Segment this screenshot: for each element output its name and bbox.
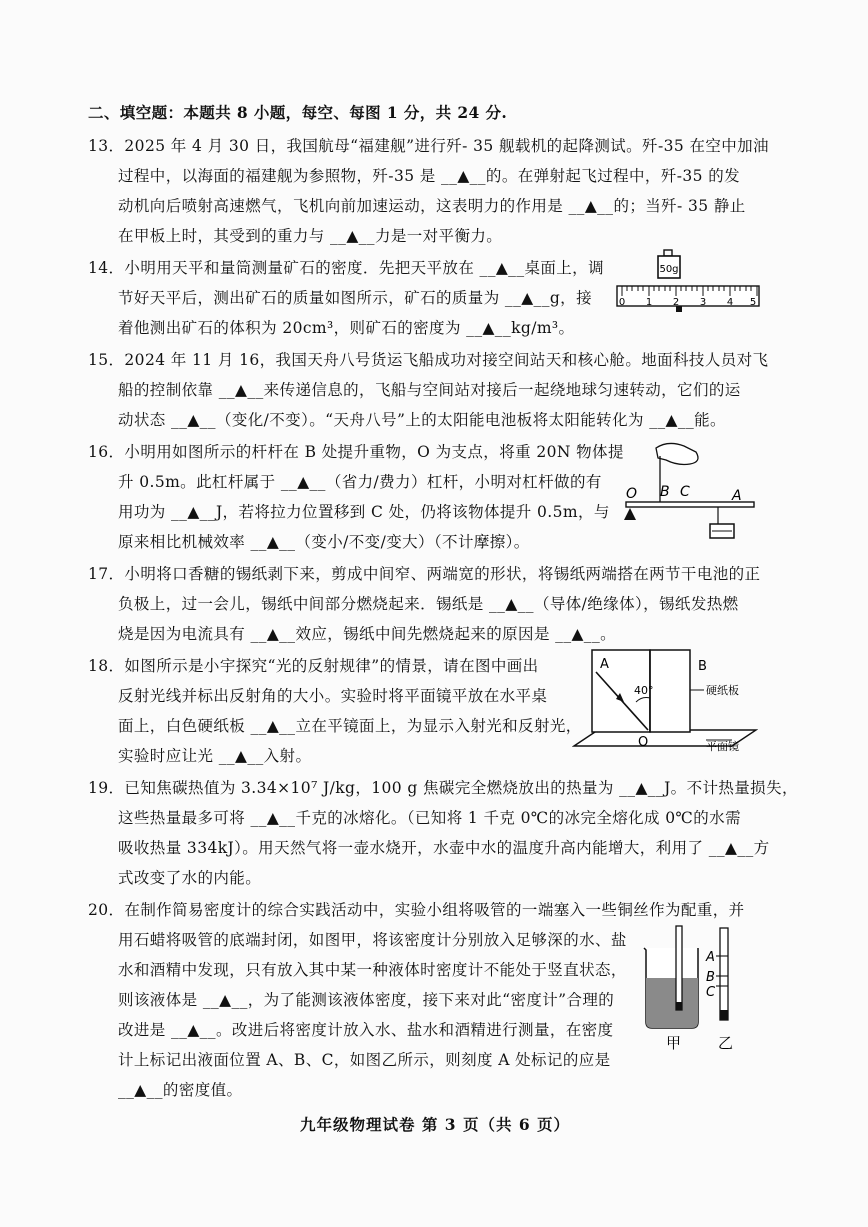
balance-weight-figure <box>612 244 762 324</box>
q20-line-7: __▲__的密度值。 <box>118 1081 243 1099</box>
q17-line-1: 17．小明将口香糖的锡纸剥下来，剪成中间窄、两端宽的形状，将锡纸两端搭在两节干电池的正 <box>88 565 761 583</box>
q19-line-3: 吸收热量 334kJ）。用天然气将一壶水烧开，水壶中水的温度升高内能增大，利用了 __▲__方 <box>118 839 770 857</box>
scale-tick-label: 0 <box>618 297 626 308</box>
q18-line-2: 反射光线并标出反射角的大小。实验时将平面镜平放在水平桌 <box>118 687 548 705</box>
scale-tick-label: 4 <box>726 297 734 308</box>
q20-line-4: 则该液体是 __▲__，为了能测该液体密度，接下来对此“密度计”合理的 <box>118 991 615 1009</box>
q18-line-3: 面上，白色硬纸板 __▲__立在平镜面上，为显示入射光和反射光， <box>118 717 582 735</box>
q18-line-4: 实验时应让光 __▲__入射。 <box>118 747 312 765</box>
q15-line-2: 船的控制依靠 __▲__来传递信息的，飞船与空间站对接后一起绕地球匀速转动，它们的运 <box>118 381 741 399</box>
scale-tick-label: 3 <box>699 297 707 308</box>
q19-line-2: 这些热量最多可将 __▲__千克的冰熔化。（已知将 1 千克 0℃的冰完全熔化成 0℃的水需 <box>118 809 741 827</box>
density-meter-figure <box>630 920 760 1052</box>
board-label: 硬纸板 <box>706 684 739 697</box>
page-footer: 九年级物理试卷 第 3 页（共 6 页） <box>300 1115 571 1134</box>
label-b: B <box>660 484 670 500</box>
q20-line-6: 计上标记出液面位置 A、B、C，如图乙所示，则刻度 A 处标记的应是 <box>118 1051 611 1069</box>
label-a: A <box>600 657 609 672</box>
label-a: A <box>706 950 715 965</box>
section-title: 二、填空题：本题共 8 小题，每空、每图 1 分，共 24 分. <box>88 103 508 122</box>
weight-label: 50g <box>659 264 679 275</box>
q16-line-4: 原来相比机械效率 __▲__（变小/不变/变大）（不计摩擦）。 <box>118 533 530 551</box>
q20-line-2: 用石蜡将吸管的底端封闭，如图甲，将该密度计分别放入足够深的水、盐 <box>118 931 627 949</box>
light-reflection-figure <box>572 646 758 752</box>
label-c: C <box>706 985 716 1000</box>
label-c: C <box>680 484 690 500</box>
label-yi: 乙 <box>718 1034 734 1052</box>
label-a: A <box>732 488 742 504</box>
q13-line-4: 在甲板上时，其受到的重力与 __▲__力是一对平衡力。 <box>118 227 503 245</box>
mirror-label: 平面镜 <box>706 740 739 752</box>
q18-line-1: 18．如图所示是小宇探究“光的反射规律”的情景，请在图中画出 <box>88 657 539 675</box>
scale-tick-label: 2 <box>672 297 680 308</box>
scale-tick-label: 1 <box>645 297 653 308</box>
q14-line-3: 着他测出矿石的体积为 20cm³，则矿石的密度为 __▲__kg/m³。 <box>118 319 575 337</box>
q20-line-5: 改进是 __▲__。改进后将密度计放入水、盐水和酒精进行测量，在密度 <box>118 1021 614 1039</box>
label-b: B <box>698 659 707 674</box>
q15-line-3: 动状态 __▲__（变化/不变）。“天舟八号”上的太阳能电池板将太阳能转化为 __▲__能。 <box>118 411 726 429</box>
q17-line-3: 烧是因为电流具有 __▲__效应，锡纸中间先燃烧起来的原因是 __▲__。 <box>118 625 616 643</box>
label-o: O <box>626 486 638 502</box>
q15-line-1: 15．2024 年 11 月 16，我国天舟八号货运飞船成功对接空间站天和核心舱。地面科技人员对飞 <box>88 351 769 369</box>
label-jia: 甲 <box>666 1034 682 1052</box>
lever-figure <box>618 438 768 548</box>
label-o: O <box>638 735 649 750</box>
q16-line-1: 16．小明用如图所示的杆杆在 B 处提升重物，O 为支点，将重 20N 物体提 <box>88 443 624 461</box>
q17-line-2: 负极上，过一会儿，锡纸中间部分燃烧起来．锡纸是 __▲__（导体/绝缘体），锡纸发热燃 <box>118 595 739 613</box>
q14-line-2: 节好天平后，测出矿石的质量如图所示，矿石的质量为 __▲__g，接 <box>118 289 592 307</box>
q13-line-1: 13．2025 年 4 月 30 日，我国航母“福建舰”进行歼- 35 舰载机的起降测试。歼-35 在空中加油 <box>88 137 769 155</box>
q20-line-1: 20．在制作简易密度计的综合实践活动中，实验小组将吸管的一端塞入一些铜丝作为配重，并 <box>88 901 745 919</box>
scale-tick-label: 5 <box>749 297 757 308</box>
q20-line-3: 水和酒精中发现，只有放入其中某一种液体时密度计不能处于竖直状态， <box>118 961 627 979</box>
q19-line-4: 式改变了水的内能。 <box>118 869 262 887</box>
angle-label: 40° <box>634 684 654 697</box>
label-b: B <box>706 970 715 985</box>
q13-line-2: 过程中，以海面的福建舰为参照物，歼-35 是 __▲__的。在弹射起飞过程中，歼-35 的发 <box>118 167 741 185</box>
q13-line-3: 动机向后喷射高速燃气，飞机向前加速运动，这表明力的作用是 __▲__的；当歼- 35 静止 <box>118 197 746 215</box>
q19-line-1: 19．已知焦碳热值为 3.34×10⁷ J/kg，100 g 焦碳完全燃烧放出的热量为 __▲__J。不计热量损失， <box>88 779 798 797</box>
q14-line-1: 14．小明用天平和量筒测量矿石的密度．先把天平放在 __▲__桌面上，调 <box>88 259 604 277</box>
q16-line-3: 用功为 __▲__J，若将拉力位置移到 C 处，仍将该物体提升 0.5m，与 <box>118 503 610 521</box>
q16-line-2: 升 0.5m。此杠杆属于 __▲__（省力/费力）杠杆，小明对杠杆做的有 <box>118 473 602 491</box>
